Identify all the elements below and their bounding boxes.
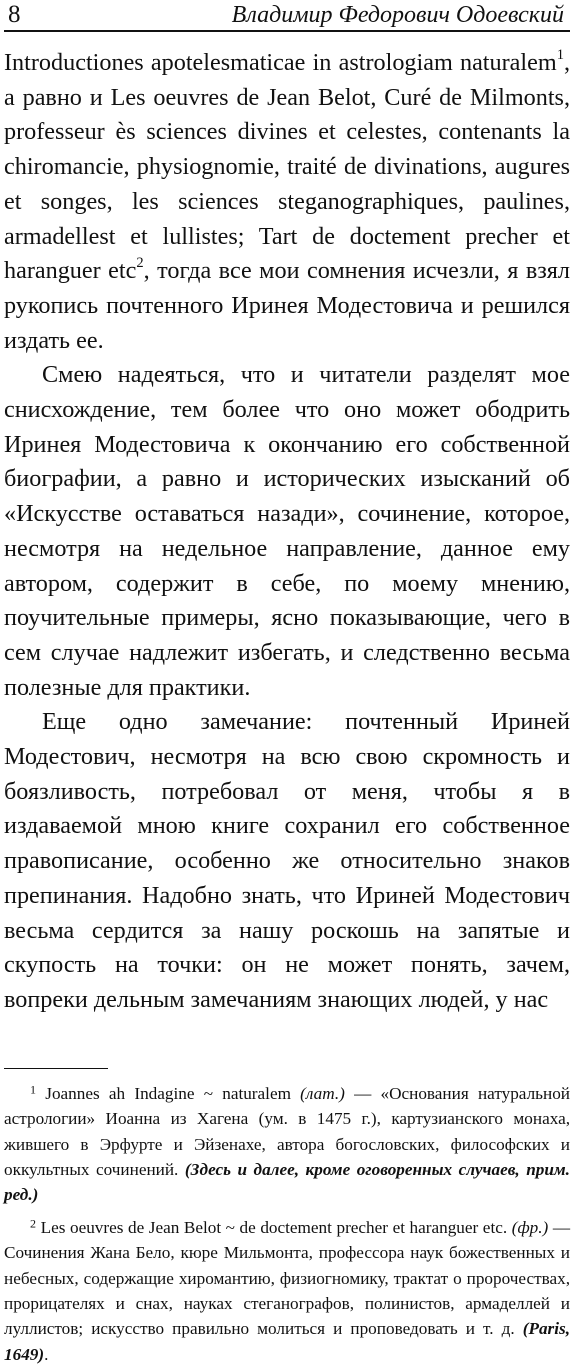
footnote-1 (4, 1081, 570, 1208)
paragraph-3: Еще одно замечание: почтенный Ириней Модестович, несмотря на всю свою скромность и боязливость, потребовал от меня, чтобы я в издаваемой мною книге сохранил его собственное правописание, особенно же относительно знаков препинания. Надобно знать, что Ириней Модестович весьма сердится за нашу роскошь на запятые и скупость на точки: он не может понять, зачем, вопреки дельным замечаниям знающих людей, у нас (4, 708, 570, 1013)
footnote-1-lang: (лат.) (300, 1083, 345, 1103)
footnote-separator (4, 1068, 108, 1069)
header-rule (4, 30, 570, 32)
footnote-1-number: 1 (30, 1082, 37, 1097)
footnote-2-text-b: — Сочинения Жана Бело, кюре Мильмонта, профессора наук божественных и небесных, содержащие хиромантию, физиогномику, трактат о пророчествах, прорицателях и снах, науках стеганографов, полинистов, армаделлей и луллистов; искусство правильно молиться и проповедовать и т. д. (4, 1217, 571, 1339)
main-text (4, 46, 570, 1018)
paragraph-2: Смею надеяться, что и читатели разделят мое снисхождение, тем более что оно может ободрить Иринея Модестовича к окончанию его собственной биографии, а равно и исторических изысканий об «Искусстве оставаться назади», сочинение, которое, несмотря на недельное направление, данное ему автором, содержит в себе, по моему мнению, поучительные примеры, ясно показывающие, чего в сем случае надлежит избегать, и следственно весьма полезные для практики. (4, 361, 570, 701)
footnote-2-end: . (44, 1344, 49, 1364)
paragraph-1 (4, 46, 570, 358)
footnote-ref-2: 2 (136, 255, 144, 272)
running-head: Владимир Федорович Одоевский (231, 2, 564, 28)
paragraph-1-part-c: , тогда все мои сомнения исчезли, я взял рукопись почтенного Иринея Модестовича и решился издать ее. (4, 257, 570, 354)
paragraph-1-part-a: Introductiones apotelesmaticae in astrologiam naturalem (4, 49, 557, 76)
page-header (4, 0, 570, 30)
footnote-2-text-a: Les oeuvres de Jean Belot ~ de doctement precher et haranguer etc. (40, 1217, 512, 1237)
footnotes (4, 1081, 570, 1367)
footnote-1-editor-note: (Здесь и далее, кроме оговоренных случаев, прим. ред.) (4, 1159, 570, 1205)
footnote-1-text-a: Joannes ah Indagine ~ naturalem (45, 1083, 301, 1103)
footnote-1-text-b: — «Основания натуральной астрологии» Иоанна из Хагена (ум. в 1475 г.), картузианского монаха, жившего в Эрфурте и Эйзенахе, автора богословских, философских и оккультных сочинений. (4, 1083, 570, 1179)
footnote-2-lang: (фр.) (511, 1217, 549, 1237)
footnote-ref-1: 1 (556, 47, 564, 64)
footnote-2-number: 2 (30, 1216, 37, 1231)
page-number: 8 (8, 1, 21, 28)
footnote-2 (4, 1215, 570, 1367)
paragraph-1-part-b: , а равно и Les oeuvres de Jean Belot, Curé de Milmonts, professeur ès sciences divines et celestes, contenants la chiromancie, physiognomie, traité de divinations, augures et songes, les sciences steganographiques, paulines, armadellest et lullistes; Tart de doctement precher et haranguer etc (4, 49, 570, 285)
footnote-2-source: (Paris, 1649) (4, 1319, 570, 1364)
